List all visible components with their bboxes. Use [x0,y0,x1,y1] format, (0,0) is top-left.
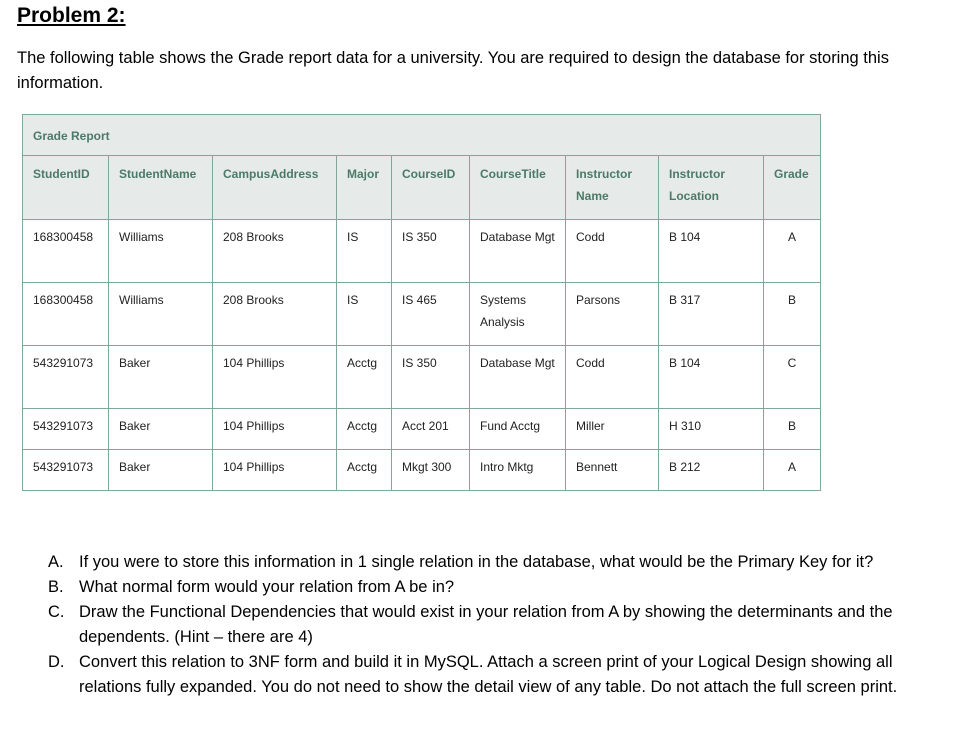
table-cell: Acct 201 [392,409,470,450]
table-cell: B 104 [659,346,764,409]
table-cell: Williams [109,283,213,346]
table-cell: Baker [109,346,213,409]
question-letter: B. [48,578,64,596]
question-item [48,650,948,700]
intro-paragraph: The following table shows the Grade report data for a university. You are required to design the database for storing this information. [17,49,889,92]
table-row [23,220,821,283]
column-header: Grade [764,156,821,220]
table-cell: Acctg [337,450,392,491]
table-cell: H 310 [659,409,764,450]
table-row [23,409,821,450]
table-cell: B [764,409,821,450]
table-cell: Baker [109,409,213,450]
table-cell: B 317 [659,283,764,346]
table-cell: 208 Brooks [213,283,337,346]
table-cell: Acctg [337,409,392,450]
table-cell: IS 350 [392,220,470,283]
table-cell: Intro Mktg [470,450,566,491]
table-cell: 543291073 [23,450,109,491]
table-caption: Grade Report [23,115,821,156]
table-cell: A [764,450,821,491]
question-text: What normal form would your relation from A be in? [79,578,455,596]
question-text: Convert this relation to 3NF form and build it in MySQL. Attach a screen print of your Logical Design showing all relations fully expanded. You do not need to show the detail view of any table. Do not attach the full screen print. [79,653,898,696]
column-header: StudentID [23,156,109,220]
table-cell: Database Mgt [470,346,566,409]
table-cell: Database Mgt [470,220,566,283]
table-cell: 168300458 [23,283,109,346]
table-cell: 104 Phillips [213,346,337,409]
question-item [48,600,948,650]
problem-title: Problem 2: [17,4,126,27]
table-cell: 168300458 [23,220,109,283]
question-text: Draw the Functional Dependencies that would exist in your relation from A by showing the determinants and the dependents. (Hint – there are 4) [79,603,893,646]
table-cell: IS [337,283,392,346]
table-cell: 104 Phillips [213,409,337,450]
table-cell: Williams [109,220,213,283]
table-cell: Baker [109,450,213,491]
table-cell: Codd [566,220,659,283]
table-cell: B [764,283,821,346]
table-cell: Miller [566,409,659,450]
column-header: CampusAddress [213,156,337,220]
table-cell: IS [337,220,392,283]
table-cell: Fund Acctg [470,409,566,450]
column-header: CourseID [392,156,470,220]
grade-report-table [22,114,821,491]
column-header: Instructor Location [659,156,764,220]
table-cell: Systems Analysis [470,283,566,346]
table-cell: Mkgt 300 [392,450,470,491]
table-cell: IS 350 [392,346,470,409]
question-letter: D. [48,653,65,671]
table-cell: 104 Phillips [213,450,337,491]
table-cell: 543291073 [23,346,109,409]
column-header: CourseTitle [470,156,566,220]
table-row [23,346,821,409]
table-cell: Parsons [566,283,659,346]
table-cell: B 104 [659,220,764,283]
table-row [23,450,821,491]
question-item [48,550,948,575]
question-text: If you were to store this information in 1 single relation in the database, what would be the Primary Key for it? [79,553,874,571]
question-letter: A. [48,553,64,571]
table-cell: IS 465 [392,283,470,346]
table-cell: Acctg [337,346,392,409]
column-header: Instructor Name [566,156,659,220]
table-cell: 543291073 [23,409,109,450]
table-row [23,283,821,346]
table-cell: 208 Brooks [213,220,337,283]
column-header: StudentName [109,156,213,220]
table-cell: A [764,220,821,283]
table-cell: B 212 [659,450,764,491]
table-cell: Codd [566,346,659,409]
question-letter: C. [48,603,65,621]
question-item [48,575,948,600]
table-cell: Bennett [566,450,659,491]
table-cell: C [764,346,821,409]
column-header: Major [337,156,392,220]
question-list [48,550,948,700]
